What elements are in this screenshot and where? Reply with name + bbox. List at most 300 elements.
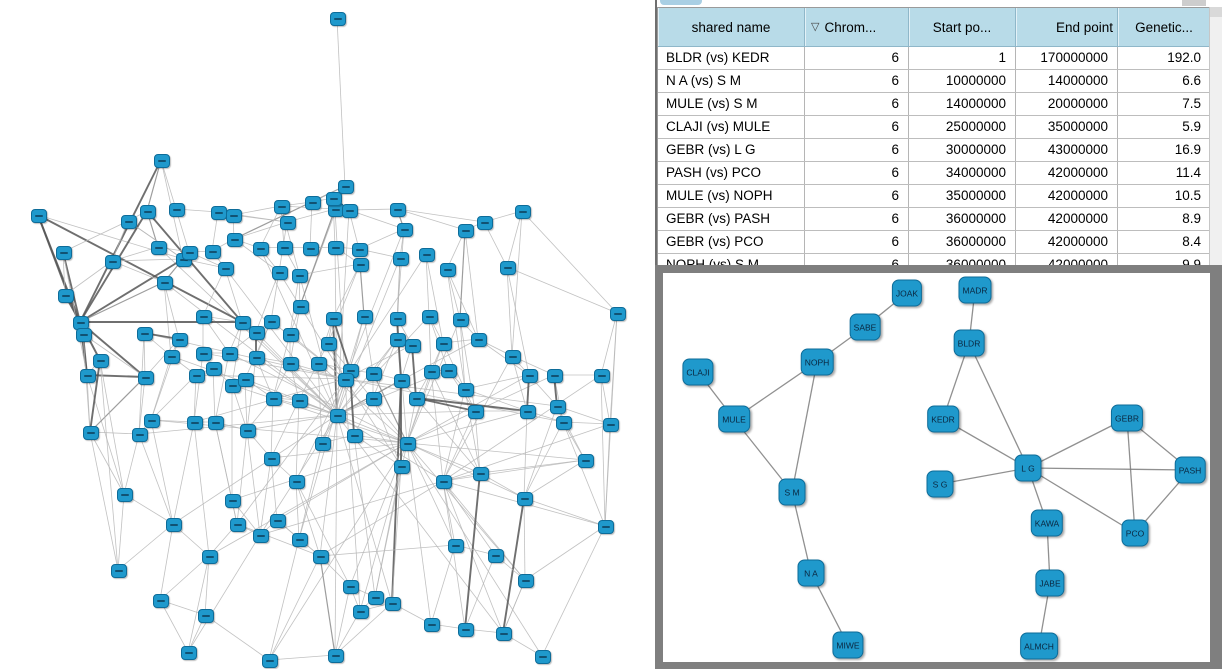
table-cell[interactable]: 6: [805, 93, 909, 115]
node[interactable]: [390, 312, 406, 326]
node[interactable]: [76, 328, 92, 342]
edge[interactable]: [269, 655, 335, 660]
header-cell-shared-name[interactable]: [658, 8, 805, 46]
edge[interactable]: [1127, 418, 1135, 533]
table-row[interactable]: [658, 116, 1211, 139]
node[interactable]: [227, 233, 243, 247]
table-row[interactable]: [658, 208, 1211, 231]
node-pash[interactable]: PASH: [1175, 457, 1206, 484]
node-label: [109, 261, 117, 263]
table-row[interactable]: [658, 162, 1211, 185]
edge[interactable]: [333, 264, 360, 318]
node[interactable]: [266, 392, 282, 406]
table-cell[interactable]: MULE (vs) S M: [658, 93, 805, 115]
node[interactable]: [518, 574, 534, 588]
edge[interactable]: [460, 230, 465, 319]
node[interactable]: [366, 367, 382, 381]
node-claji[interactable]: CLAJI: [682, 359, 713, 386]
edge[interactable]: [373, 398, 401, 466]
node-label: [404, 443, 412, 445]
edge[interactable]: [269, 539, 299, 660]
node[interactable]: [400, 437, 416, 451]
edge[interactable]: [164, 282, 179, 339]
edge[interactable]: [542, 526, 605, 656]
edge[interactable]: [160, 556, 209, 600]
node[interactable]: [368, 591, 384, 605]
table-cell[interactable]: 6: [805, 231, 909, 253]
node[interactable]: [598, 520, 614, 534]
node[interactable]: [303, 242, 319, 256]
node[interactable]: [328, 241, 344, 255]
node-label: [504, 267, 512, 269]
table-cell[interactable]: PASH (vs) PCO: [658, 162, 805, 184]
node[interactable]: [202, 550, 218, 564]
node[interactable]: [488, 549, 504, 563]
node[interactable]: [111, 564, 127, 578]
node[interactable]: [517, 492, 533, 506]
node[interactable]: [289, 475, 305, 489]
edge[interactable]: [407, 443, 525, 580]
node[interactable]: [240, 424, 256, 438]
node[interactable]: [196, 347, 212, 361]
node[interactable]: [270, 514, 286, 528]
node[interactable]: [473, 467, 489, 481]
node[interactable]: [550, 400, 566, 414]
node-madr[interactable]: MADR: [958, 277, 991, 304]
table-cell[interactable]: 42000000: [1016, 185, 1118, 207]
node[interactable]: [80, 369, 96, 383]
node-s-m[interactable]: S M: [779, 479, 806, 506]
node[interactable]: [453, 313, 469, 327]
node[interactable]: [277, 241, 293, 255]
edge[interactable]: [100, 360, 124, 494]
node[interactable]: [468, 405, 484, 419]
header-cell-genetic---[interactable]: [1118, 8, 1211, 46]
node[interactable]: [151, 241, 167, 255]
table-cell[interactable]: GEBR (vs) PCO: [658, 231, 805, 253]
node[interactable]: [330, 12, 346, 26]
edge[interactable]: [271, 398, 273, 458]
node[interactable]: [477, 216, 493, 230]
node[interactable]: [181, 646, 197, 660]
edge[interactable]: [90, 377, 145, 432]
edge[interactable]: [524, 498, 525, 580]
table-cell[interactable]: 170000000: [1016, 47, 1118, 69]
table-cell[interactable]: 6: [805, 116, 909, 138]
node[interactable]: [283, 357, 299, 371]
node[interactable]: [505, 350, 521, 364]
table-cell[interactable]: GEBR (vs) L G: [658, 139, 805, 161]
node[interactable]: [105, 255, 121, 269]
edge[interactable]: [300, 209, 335, 306]
node[interactable]: [603, 418, 619, 432]
table-cell[interactable]: 5.9: [1118, 116, 1211, 138]
node[interactable]: [522, 369, 538, 383]
table-cell[interactable]: 42000000: [1016, 231, 1118, 253]
node[interactable]: [218, 262, 234, 276]
node[interactable]: [496, 627, 512, 641]
node[interactable]: [211, 206, 227, 220]
edge[interactable]: [563, 422, 605, 526]
node[interactable]: [458, 623, 474, 637]
node[interactable]: [249, 351, 265, 365]
edge[interactable]: [213, 368, 215, 422]
edge[interactable]: [164, 282, 171, 356]
node[interactable]: [138, 371, 154, 385]
node[interactable]: [206, 362, 222, 376]
node[interactable]: [338, 373, 354, 387]
node[interactable]: [390, 333, 406, 347]
node[interactable]: [132, 428, 148, 442]
node[interactable]: [182, 246, 198, 260]
table-cell[interactable]: MULE (vs) NOPH: [658, 185, 805, 207]
node-label: [319, 443, 327, 445]
table-tab-fragment[interactable]: [660, 0, 702, 5]
edge[interactable]: [524, 422, 563, 498]
edge[interactable]: [605, 424, 610, 526]
node[interactable]: [272, 266, 288, 280]
table-row[interactable]: [658, 139, 1211, 162]
node-mule[interactable]: MULE: [718, 406, 750, 433]
node[interactable]: [424, 618, 440, 632]
node[interactable]: [226, 209, 242, 223]
node[interactable]: [393, 252, 409, 266]
node[interactable]: [440, 263, 456, 277]
node[interactable]: [157, 276, 173, 290]
node[interactable]: [419, 248, 435, 262]
header-cell-start-po---[interactable]: [909, 8, 1016, 46]
edge[interactable]: [503, 498, 524, 633]
table-cell[interactable]: 43000000: [1016, 139, 1118, 161]
node[interactable]: [394, 374, 410, 388]
table-cell[interactable]: 6: [805, 162, 909, 184]
edge[interactable]: [118, 524, 173, 570]
edge[interactable]: [407, 443, 480, 473]
node[interactable]: [208, 416, 224, 430]
edge[interactable]: [160, 524, 173, 600]
node-label: [212, 422, 220, 424]
edge[interactable]: [335, 586, 350, 655]
node[interactable]: [292, 394, 308, 408]
edge[interactable]: [205, 615, 269, 660]
node[interactable]: [264, 315, 280, 329]
node[interactable]: [343, 580, 359, 594]
edge[interactable]: [124, 434, 139, 494]
node[interactable]: [366, 392, 382, 406]
table-cell[interactable]: 16.9: [1118, 139, 1211, 161]
edge[interactable]: [269, 556, 320, 660]
edge[interactable]: [397, 209, 484, 222]
node[interactable]: [153, 594, 169, 608]
node[interactable]: [330, 409, 346, 423]
node[interactable]: [292, 533, 308, 547]
node[interactable]: [292, 269, 308, 283]
table-row[interactable]: [658, 93, 1211, 116]
node-miwe[interactable]: MIWE: [832, 632, 863, 659]
node[interactable]: [448, 539, 464, 553]
node[interactable]: [293, 300, 309, 314]
table-row[interactable]: [658, 70, 1211, 93]
table-scrollbar[interactable]: [1209, 7, 1222, 265]
node-joak[interactable]: JOAK: [892, 280, 922, 307]
edge[interactable]: [337, 411, 475, 415]
edge[interactable]: [443, 460, 585, 481]
edge[interactable]: [522, 211, 617, 313]
scrollbar-button[interactable]: [1210, 7, 1222, 17]
edge-layer: [663, 273, 1210, 662]
node[interactable]: [225, 494, 241, 508]
node[interactable]: [164, 350, 180, 364]
node-kedr[interactable]: KEDR: [927, 406, 959, 433]
table-cell[interactable]: 42000000: [1016, 162, 1118, 184]
node[interactable]: [500, 261, 516, 275]
edge[interactable]: [194, 422, 209, 556]
edge[interactable]: [443, 481, 455, 545]
node[interactable]: [547, 369, 563, 383]
node[interactable]: [274, 200, 290, 214]
node[interactable]: [424, 365, 440, 379]
node-label: [80, 334, 88, 336]
edge[interactable]: [320, 556, 335, 655]
node[interactable]: [520, 405, 536, 419]
node-almch[interactable]: ALMCH: [1020, 633, 1058, 660]
node-n-a[interactable]: N A: [798, 560, 825, 587]
node[interactable]: [172, 333, 188, 347]
node-gebr[interactable]: GEBR: [1111, 405, 1143, 432]
edge[interactable]: [337, 18, 345, 186]
edge[interactable]: [299, 264, 360, 275]
table-row[interactable]: [658, 231, 1211, 254]
filter-icon[interactable]: ▽: [811, 20, 820, 33]
node[interactable]: [353, 258, 369, 272]
edge[interactable]: [151, 420, 173, 524]
node[interactable]: [353, 605, 369, 619]
table-cell[interactable]: 25000000: [909, 116, 1016, 138]
node[interactable]: [315, 437, 331, 451]
table-cell[interactable]: N A (vs) S M: [658, 70, 805, 92]
table-cell[interactable]: 6: [805, 47, 909, 69]
node[interactable]: [441, 364, 457, 378]
node[interactable]: [578, 454, 594, 468]
edge[interactable]: [320, 481, 443, 556]
table-row[interactable]: [658, 185, 1211, 208]
node-sabe[interactable]: SABE: [850, 314, 881, 341]
table-cell[interactable]: 42000000: [1016, 208, 1118, 230]
edge[interactable]: [375, 466, 401, 597]
node[interactable]: [326, 192, 342, 206]
edge[interactable]: [460, 319, 465, 389]
edge[interactable]: [271, 458, 277, 520]
node-label: [268, 458, 276, 460]
table-cell[interactable]: 14000000: [909, 93, 1016, 115]
table-cell[interactable]: BLDR (vs) KEDR: [658, 47, 805, 69]
node[interactable]: [144, 414, 160, 428]
node[interactable]: [189, 369, 205, 383]
node[interactable]: [422, 310, 438, 324]
table-cell[interactable]: 34000000: [909, 162, 1016, 184]
edge[interactable]: [429, 316, 431, 371]
node[interactable]: [385, 597, 401, 611]
table-cell[interactable]: 192.0: [1118, 47, 1211, 69]
edge[interactable]: [38, 215, 242, 322]
node[interactable]: [409, 392, 425, 406]
edge-attribute-table-panel: [655, 0, 1222, 265]
node[interactable]: [249, 326, 265, 340]
table-cell[interactable]: 11.4: [1118, 162, 1211, 184]
node[interactable]: [166, 518, 182, 532]
table-cell[interactable]: 10.5: [1118, 185, 1211, 207]
node[interactable]: [326, 312, 342, 326]
edge[interactable]: [431, 371, 443, 481]
edge[interactable]: [524, 460, 585, 498]
node-l-g[interactable]: L G: [1015, 455, 1042, 482]
edge[interactable]: [247, 357, 256, 430]
table-cell[interactable]: 8.4: [1118, 231, 1211, 253]
node[interactable]: [253, 242, 269, 256]
node[interactable]: [311, 357, 327, 371]
edge[interactable]: [350, 316, 364, 370]
node[interactable]: [56, 246, 72, 260]
node-label: [35, 215, 43, 217]
node[interactable]: [357, 310, 373, 324]
node[interactable]: [610, 307, 626, 321]
edge[interactable]: [601, 313, 617, 375]
edge[interactable]: [237, 430, 247, 524]
node-kawa[interactable]: KAWA: [1031, 510, 1063, 537]
edge[interactable]: [337, 415, 392, 603]
node-label: [296, 275, 304, 277]
edge[interactable]: [792, 362, 817, 492]
table-cell[interactable]: GEBR (vs) PASH: [658, 208, 805, 230]
header-cell-end-point[interactable]: [1016, 8, 1118, 46]
node[interactable]: [283, 328, 299, 342]
table-cell[interactable]: 6: [805, 70, 909, 92]
node-label: [244, 430, 252, 432]
node[interactable]: [117, 488, 133, 502]
node[interactable]: [253, 529, 269, 543]
table-cell[interactable]: 35000000: [909, 185, 1016, 207]
edge[interactable]: [173, 422, 194, 524]
edge[interactable]: [118, 494, 124, 570]
table-cell[interactable]: 20000000: [1016, 93, 1118, 115]
table-cell[interactable]: 8.9: [1118, 208, 1211, 230]
node[interactable]: [352, 243, 368, 257]
node[interactable]: [458, 383, 474, 397]
node[interactable]: [264, 452, 280, 466]
node[interactable]: [321, 337, 337, 351]
node[interactable]: [515, 205, 531, 219]
edge[interactable]: [524, 498, 605, 526]
table-cell[interactable]: 7.5: [1118, 93, 1211, 115]
node[interactable]: [397, 223, 413, 237]
node[interactable]: [342, 204, 358, 218]
edge[interactable]: [139, 434, 173, 524]
node[interactable]: [471, 333, 487, 347]
table-cell[interactable]: 6: [805, 139, 909, 161]
edge[interactable]: [188, 535, 260, 652]
node[interactable]: [238, 373, 254, 387]
node[interactable]: [121, 215, 137, 229]
node[interactable]: [436, 337, 452, 351]
node[interactable]: [93, 354, 109, 368]
node[interactable]: [222, 347, 238, 361]
node[interactable]: [198, 609, 214, 623]
node[interactable]: [313, 550, 329, 564]
node[interactable]: [154, 154, 170, 168]
edge[interactable]: [601, 375, 605, 526]
node[interactable]: [280, 216, 296, 230]
edge[interactable]: [431, 545, 455, 624]
edge[interactable]: [1028, 468, 1190, 470]
node[interactable]: [196, 310, 212, 324]
node[interactable]: [328, 649, 344, 663]
table-cell[interactable]: 36000000: [909, 208, 1016, 230]
edge[interactable]: [90, 432, 118, 570]
node-pco[interactable]: PCO: [1122, 520, 1149, 547]
node-noph[interactable]: NOPH: [801, 349, 834, 376]
edge[interactable]: [507, 267, 617, 313]
table-cell[interactable]: 6.6: [1118, 70, 1211, 92]
node[interactable]: [405, 339, 421, 353]
edge[interactable]: [139, 415, 337, 434]
edge[interactable]: [320, 545, 455, 556]
node-jabe[interactable]: JABE: [1035, 570, 1064, 597]
table-cell[interactable]: CLAJI (vs) MULE: [658, 116, 805, 138]
edge[interactable]: [328, 264, 360, 343]
table-cell[interactable]: 35000000: [1016, 116, 1118, 138]
node[interactable]: [535, 650, 551, 664]
node[interactable]: [31, 209, 47, 223]
table-cell[interactable]: 14000000: [1016, 70, 1118, 92]
node[interactable]: [230, 518, 246, 532]
edge[interactable]: [465, 389, 480, 473]
node[interactable]: [205, 245, 221, 259]
node[interactable]: [458, 224, 474, 238]
node[interactable]: [347, 429, 363, 443]
node[interactable]: [83, 426, 99, 440]
edge[interactable]: [480, 460, 585, 473]
node[interactable]: [58, 289, 74, 303]
table-cell[interactable]: 1: [909, 47, 1016, 69]
node[interactable]: [262, 654, 278, 668]
edge[interactable]: [525, 526, 605, 580]
header-cell-chrom---[interactable]: [805, 8, 909, 46]
table-cell[interactable]: 10000000: [909, 70, 1016, 92]
node[interactable]: [305, 196, 321, 210]
table-row[interactable]: [658, 47, 1211, 70]
edge[interactable]: [247, 430, 260, 535]
table-cell[interactable]: 6: [805, 208, 909, 230]
table-cell[interactable]: 6: [805, 185, 909, 207]
node[interactable]: [140, 205, 156, 219]
table-cell[interactable]: 30000000: [909, 139, 1016, 161]
node[interactable]: [187, 416, 203, 430]
node[interactable]: [436, 475, 452, 489]
node[interactable]: [394, 460, 410, 474]
edge[interactable]: [397, 318, 401, 380]
node[interactable]: [390, 203, 406, 217]
node[interactable]: [556, 416, 572, 430]
node-s-g[interactable]: S G: [927, 471, 954, 498]
edge[interactable]: [969, 343, 1028, 468]
node[interactable]: [137, 327, 153, 341]
node[interactable]: [169, 203, 185, 217]
subnetwork-canvas[interactable]: [663, 273, 1210, 662]
edge[interactable]: [232, 443, 407, 500]
node[interactable]: [594, 369, 610, 383]
node-bldr[interactable]: BLDR: [954, 330, 985, 357]
table-cell[interactable]: 36000000: [909, 231, 1016, 253]
